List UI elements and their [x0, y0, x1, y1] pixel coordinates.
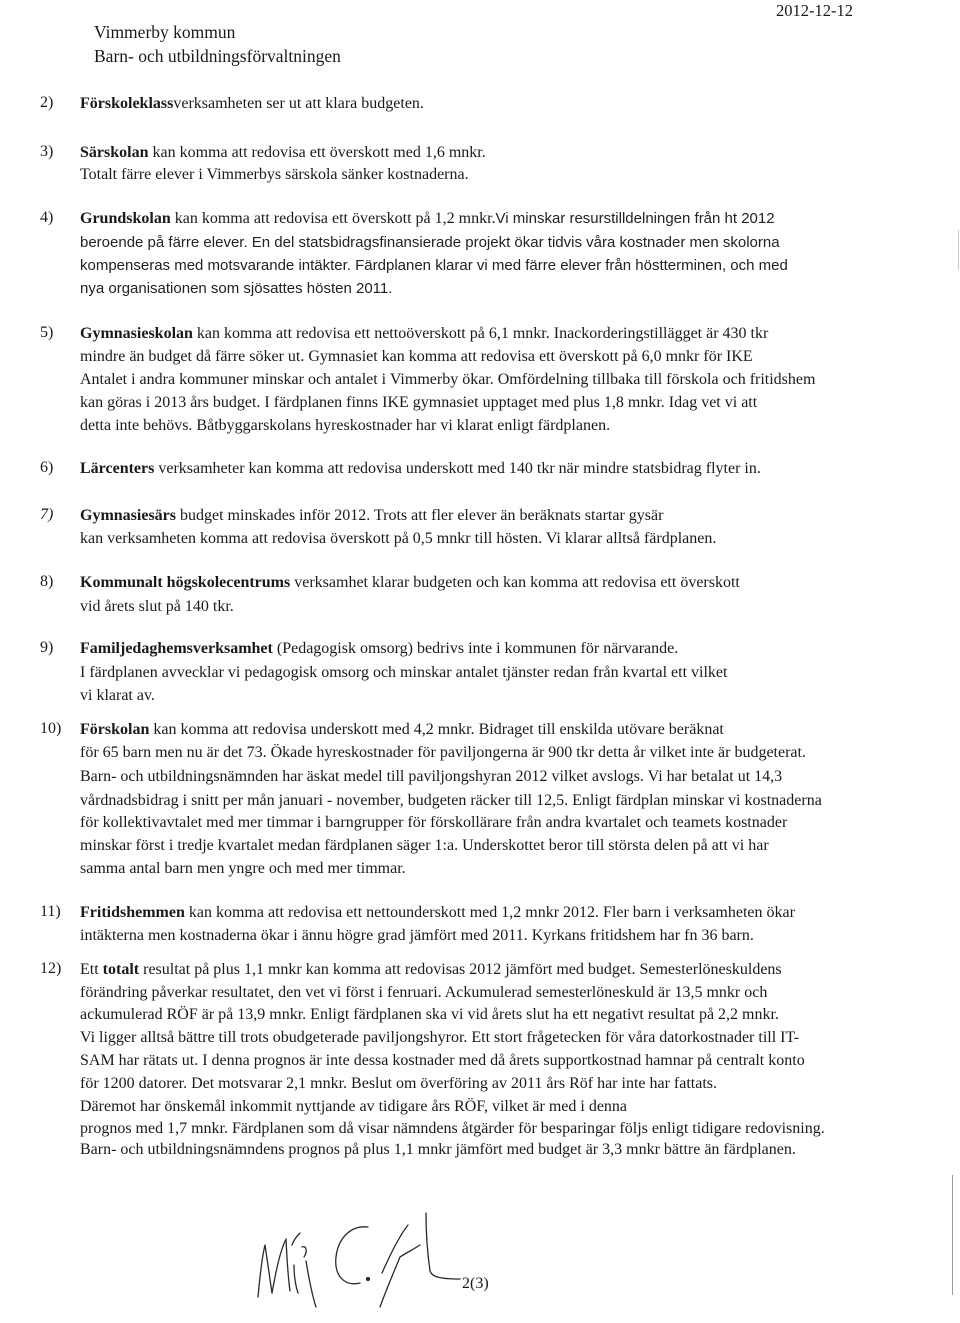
- letterhead: [94, 20, 341, 68]
- item-line: ackumulerad RÖF är på 13,9 mnkr. Enligt färdplanen ska vi vid årets slut ha ett negativt resultat på 2,2 mnkr.: [80, 1006, 779, 1023]
- department-name: Barn- och utbildningsförvaltningen: [94, 46, 341, 66]
- item-number: 6): [40, 459, 54, 476]
- handwritten-initials: [250, 1205, 480, 1315]
- item-line: intäkterna men kostnaderna ökar i ännu högre grad jämfört med 2011. Kyrkans fritidshem har fn 36 barn.: [80, 927, 754, 944]
- item-line: [80, 903, 795, 923]
- item-line: för kollektivavtalet med mer timmar i barngrupper för förskollärare från andra kvartalet och teamets kostnader: [80, 814, 788, 831]
- item-line: [80, 459, 761, 479]
- item-number: 9): [40, 639, 54, 656]
- item-line: beroende på färre elever. En del statsbidragsfinansierade projekt ökar tidvis våra kostnader men skolorna: [80, 234, 780, 251]
- item-text: verksamhet klarar budgeten och kan komma att redovisa ett överskott: [290, 574, 740, 591]
- item-text: kan komma att redovisa ett nettoöverskott på 6,1 mnkr. Inackorderingstillägget är 430 tkr: [192, 325, 769, 342]
- item-heading: Gymnasieskolan: [80, 325, 193, 342]
- document-date: 2012-12-12: [776, 1, 853, 20]
- item-text: kan komma att redovisa ett överskott på 1,2 mnkr.: [170, 210, 496, 227]
- item-line: för 65 barn men nu är det 73. Ökade hyreskostnader för paviljongerna är 900 tkr detta år vilket inte är budgeterat.: [80, 744, 806, 761]
- item-line: samma antal barn men yngre och med mer timmar.: [80, 860, 406, 877]
- item-heading: Kommunalt högskolecentrums: [80, 574, 291, 591]
- item-line: Barn- och utbildningsnämndens prognos på plus 1,1 mnkr jämfört med budget är 3,3 mnkr bättre än färdplanen.: [80, 1141, 796, 1158]
- item-line: Antalet i andra kommuner minskar och antalet i Vimmerby ökar. Omfördelning tillbaka till förskola och fritidshem: [80, 371, 816, 388]
- item-line: kompenseras med motsvarande intäkter. Färdplanen klarar vi med färre elever från höstterminen, och med: [80, 257, 788, 274]
- item-text: verksamheten ser ut att klara budgeten.: [173, 95, 424, 112]
- item-line: minskar först i tredje kvartalet medan färdplanen säger 1:a. Underskottet beror till största delen på att vi har: [80, 837, 769, 854]
- item-text: kan komma att redovisa ett nettounderskott med 1,2 mnkr 2012. Fler barn i verksamheten ökar: [184, 904, 795, 921]
- item-text: verksamheter kan komma att redovisa underskott med 140 tkr när mindre statsbidrag flyter in.: [154, 460, 761, 477]
- item-text: (Pedagogisk omsorg) bedrivs inte i kommunen för närvarande.: [272, 640, 679, 657]
- item-number: 4): [40, 209, 54, 226]
- item-heading: Förskolan: [80, 721, 150, 738]
- item-heading: Särskolan: [80, 144, 149, 161]
- item-line: vårdnadsbidrag i snitt per mån januari - november, budgeten räcker till 12,5. Enligt färdplan minskar vi kostnaderna: [80, 792, 822, 809]
- item-number: 11): [40, 903, 61, 920]
- item-line: prognos med 1,7 mnkr. Färdplanen som då visar nämndens åtgärder för besparingar följs enligt tidigare redovisning.: [80, 1120, 825, 1137]
- item-line: [80, 639, 678, 659]
- scan-edge-line: [952, 1175, 953, 1295]
- item-text: resultat på plus 1,1 mnkr kan komma att redovisas 2012 jämfört med budget. Semesterlöneskuldens: [139, 961, 782, 978]
- item-line: [80, 720, 724, 740]
- organization-name: Vimmerby kommun: [94, 22, 236, 42]
- item-line: [80, 573, 740, 593]
- item-line: Vi ligger alltså bättre till trots obudgeterade paviljongshyror. Ett stort frågetecken för våra datorkostnader till IT-: [80, 1029, 800, 1046]
- item-line: vi klarat av.: [80, 687, 155, 704]
- item-number: 8): [40, 573, 54, 590]
- item-line: nya organisationen som sjösattes hösten 2011.: [80, 280, 393, 297]
- item-line: SAM har rätats ut. I denna prognos är inte dessa kostnader med då årets supportkostnad hamnar på centralt konto: [80, 1052, 805, 1069]
- item-line: förändring påverkar resultatet, den vet vi först i fenruari. Ackumulerad semesterlöneskuld är 13,5 mnkr och: [80, 984, 768, 1001]
- item-text: kan komma att redovisa underskott med 4,2 mnkr. Bidraget till enskilda utövare beräknat: [149, 721, 724, 738]
- item-line: detta inte behövs. Båtbyggarskolans hyreskostnader har vi klarat enligt färdplanen.: [80, 417, 611, 434]
- item-heading: Förskoleklass: [80, 95, 174, 112]
- item-number: 2): [40, 94, 54, 111]
- item-line: [80, 960, 782, 980]
- item-line: I färdplanen avvecklar vi pedagogisk omsorg och minskar antalet tjänster redan från kvartal ett vilket: [80, 664, 728, 681]
- item-line: vid årets slut på 140 tkr.: [80, 598, 234, 615]
- item-line: mindre än budget då färre söker ut. Gymnasiet kan komma att redovisa ett överskott på 6,0 mnkr för IKE: [80, 348, 753, 365]
- item-line: Barn- och utbildningsnämnden har äskat medel till paviljongshyran 2012 vilket avslogs. Vi har betalat ut 14,3: [80, 768, 783, 785]
- item-line: för 1200 datorer. Det motsvarar 2,1 mnkr. Beslut om överföring av 2011 års Röf har inte har fattats.: [80, 1075, 718, 1092]
- item-text: budget minskades inför 2012. Trots att fler elever än beräknats startar gysär: [176, 507, 664, 524]
- item-line: Totalt färre elever i Vimmerbys särskola sänker kostnaderna.: [80, 166, 469, 183]
- item-line: [80, 143, 486, 163]
- item-heading: Grundskolan: [80, 210, 171, 227]
- item-number: 10): [40, 720, 62, 737]
- item-number: 3): [40, 143, 54, 160]
- item-text: Ett: [80, 961, 103, 978]
- item-line: [80, 324, 768, 344]
- item-line: [80, 506, 663, 526]
- item-line: kan verksamheten komma att redovisa överskott på 0,5 mnkr till hösten. Vi klarar alltså färdplanen.: [80, 530, 717, 547]
- item-number: 5): [40, 324, 54, 341]
- item-text: kan komma att redovisa ett överskott med 1,6 mnkr.: [148, 144, 486, 161]
- item-heading: Gymnasiesärs: [80, 507, 176, 524]
- item-heading: Fritidshemmen: [80, 904, 185, 921]
- item-heading: Lärcenters: [80, 460, 155, 477]
- item-line: [80, 209, 775, 229]
- item-number: 7): [40, 506, 54, 523]
- item-line: Däremot har önskemål inkommit nyttjande av tidigare års RÖF, vilket är med i denna: [80, 1098, 628, 1115]
- item-heading: totalt: [102, 961, 140, 978]
- item-line: [80, 94, 424, 114]
- page-number: 2(3): [462, 1275, 489, 1292]
- item-text-sans: Vi minskar resurstilldelningen från ht 2012: [495, 210, 775, 227]
- scan-edge-mark: [958, 230, 959, 270]
- item-number: 12): [40, 960, 62, 977]
- item-heading: Familjedaghemsverksamhet: [80, 640, 273, 657]
- item-line: kan göras i 2013 års budget. I färdplanen finns IKE gymnasiet upptaget med plus 1,8 mnkr. Idag vet vi att: [80, 394, 758, 411]
